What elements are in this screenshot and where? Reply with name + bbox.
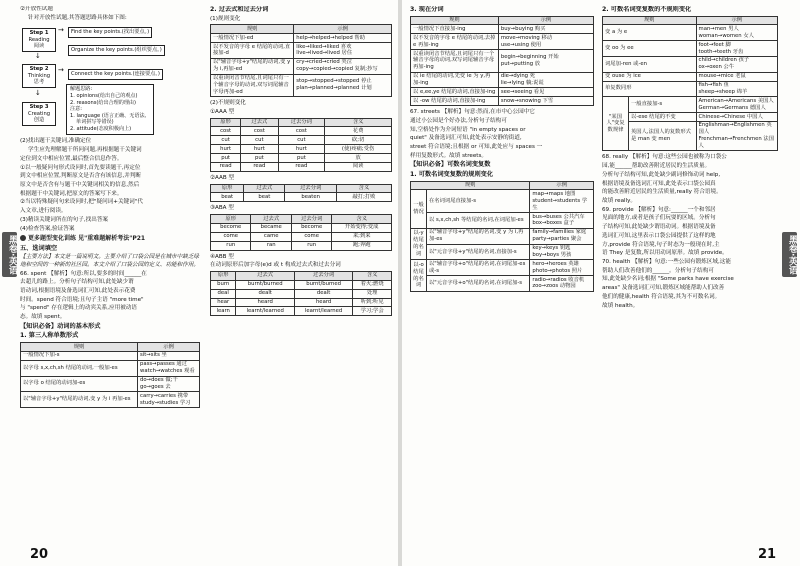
- table-row: 以"辅音字母+y"结尾的动词,变 y 为 i 再加-es carry→carries 携带 study→studies 学习: [21, 392, 200, 408]
- table-row: 一般情况下直接加-ing buy→buying 购买: [411, 25, 594, 34]
- table-row: 变 ouse 为 ice mouse→mice 老鼠: [603, 72, 778, 81]
- right-side-tab: 黑卷·英语: [782, 232, 797, 277]
- past-forms-heading: 2. 过去式和过去分词: [210, 6, 269, 13]
- body-line: (3)精读关键词所在的句子,找出答案: [20, 216, 109, 223]
- aaa-table: 原形 过去式 过去分词 含义 cost cost cost 花费 cut cut cut 砍;切 hurt hurt hurt (使)疼痛;受伤 put put put 放 read read read 阅读: [210, 118, 392, 172]
- aba-table: 原形 过去式 过去分词 含义 become became become 开始变得;变成 come came come 来;到来 run ran run 跑;奔跑: [210, 214, 392, 251]
- item-67-line: quiet" 及备选词汇可知,此处表示安静的街道,: [410, 135, 522, 142]
- item-66-line: 66. spent 【解析】句意:所以,要多的时间______在: [20, 270, 147, 277]
- table-row: 以-y结尾的名词 以"辅音字母+y"结尾的名词,变 y 为 i,再加-es family→families 家庭 party→parties 聚会: [411, 228, 594, 244]
- table-row: 以 e,ee,ye 结尾的动词,直接加-ing see→seeing 看见: [411, 88, 594, 97]
- item-70-line: 帮助人们改善他们的______。分析句子结构可: [602, 267, 714, 274]
- table-row: hear heard heard 听到;听见: [211, 298, 392, 307]
- knowledge-heading: 【知识必备】动词的基本形式: [20, 322, 101, 330]
- item-69-line: 方,provide 符合语境,句子时态为一般现在时,主: [602, 241, 720, 248]
- table-row: 以字母 s,x,ch,sh 结尾的动词,一般加-es pass→passes 通过 watch→watches 观看: [21, 360, 200, 376]
- table-row: 以"元音字母+y"结尾的名词,直接加-s key→keys 钥匙 boy→boys 男孩: [411, 244, 594, 260]
- table-row: 以重读闭音节结尾,且词尾只有一个辅音字母的动词,双写词尾辅音字母再加-ed stop→stopped→stopped 停止 plan→planned→planned 计划: [211, 74, 392, 97]
- bullet-icon: [20, 235, 26, 241]
- item-70-line: 故填 health。: [602, 302, 639, 309]
- main-method-text: 【主要方法】本文是一篇说明文。主要介绍了口袋公园是在城市中缺乏绿地和空间的一种新的社区园。本文介绍了口袋公园的定义、功能和作用。: [20, 254, 200, 268]
- body-line: 定位到文中相应位置,最后整合信息作答。: [20, 155, 123, 162]
- item-69-line: 69. provide 【解析】句意:______一个和邻居: [602, 206, 716, 213]
- item-67-line: street 符合语境;且根据 or 可知,此处应与 spaces 一: [410, 144, 543, 151]
- table-row: 以 -ow 结尾的动词,直接加-ing snow→snowing 下雪: [411, 97, 594, 106]
- table-row: read read read 阅读: [211, 162, 392, 171]
- body-line: 入文章,进行阅读。: [20, 208, 67, 215]
- item-68-line: 园,能______帮助改善附近居民的生活质量。: [602, 163, 711, 170]
- item-68-line: 68. really 【解析】句意:这些公园也被称为口袋公: [602, 154, 727, 161]
- present-participle-table: 规则 示例 一般情况下直接加-ing buy→buying 购买 以不发音的字母 e 结尾的动词,去掉 e 再加-ing move→moving 移动 use→using 使用 以重读闭音节结尾,且词尾只有一个辅音字母的动词,双写词尾辅音字母再加-ing begin→beginning 开始 put→putting 放 以 ie 结尾的动词,先变 ie 为 y,再加-ing die→dying 死 lie→lying 躺;说谎 以 e,ee,ye 结尾的动词,直接加-ing see→seeing 看见 以 -ow 结尾的动词,直接加-ing snow→snowing 下雪: [410, 16, 594, 107]
- item-69-line: 选词汇可知,这里表示口袋公园提供了这样的地: [602, 232, 716, 239]
- table-row: run ran run 跑;奔跑: [211, 241, 392, 250]
- item-68-line: 分析句子结构可知,此处缺少副词修饰动词 help,: [602, 171, 721, 178]
- table-row: become became become 开始变得;变成: [211, 223, 392, 232]
- key-box-2: Organize the key points.(组织要点。): [68, 45, 165, 55]
- table-row: 以"元音字母+o"结尾的名词,在词尾加-s radio→radios 收音机 zoo→zoos 动物园: [411, 276, 594, 292]
- key-box-3: Connect the key points.(连接要点。): [68, 69, 163, 79]
- body-line: ②当以特殊疑问句来设问时,把"疑问词+关键词"代: [20, 199, 143, 206]
- table-row: 以不发音的字母 e 结尾的动词,去掉 e 再加-ing move→moving 移动 use→using 使用: [411, 34, 594, 50]
- aab-label: ②AAB 型: [210, 174, 235, 181]
- right-column-2: [602, 6, 778, 546]
- abb-note: 在动词原形后加字母(e)d 或 t 构成过去式和过去分词: [210, 262, 341, 269]
- body-line: (2)找出题干关键词,准确定位: [20, 138, 92, 145]
- table-row: 英国人,法国人的复数形式是 man 变 men Englishman→Englishmen 英国人 Frenchman→Frenchmen 法国人: [603, 121, 778, 151]
- table-row: 以-o结尾的名词 以"辅音字母+o"结尾的名词,在词尾加-es 或-s hero→heroes 英雄 photo→photos 照片: [411, 260, 594, 276]
- item-69-line: 子结构可知,此处缺少谓语动词。根据语境及备: [602, 224, 716, 231]
- down-arrow-icon: ↓: [35, 89, 41, 98]
- key-box-1: Find the key points.(找出要点。): [68, 27, 152, 37]
- body-line: ①以一般疑问句形式设问时,首先要读题干,再定位: [20, 164, 141, 171]
- item-66-line: 去超儿的路上。分析句子结构可知,此处缺少谓: [20, 279, 134, 286]
- table-row: beat beat beaten 敲打;打败: [211, 193, 392, 202]
- plural-regular-table: 规则 示例 一般情况 在名词词尾直接加-s map→maps 地图 student→students 学生 以 s,x,ch,sh 等结尾的名词,在词尾加-es bus→buses 公共汽车 box→boxes 盒子 以-y结尾的名词 以"辅音字母+y"结尾的名词,变 y 为 i,再加-es family→families 家庭 party→parties 聚会 以"元音字母+y"结尾的名词,直接加-s key→keys 钥匙 boy→boys 男孩 以-o结尾的名词 以"辅音字母+o"结尾的名词,在词尾加-es 或-s hero→heroes 英雄 photo→photos 照片 以"元音字母+o"结尾的名词,在词尾加-s radio→radios 收音机 zoo→zoos 动物园: [410, 181, 594, 292]
- aba-label: ③ABA 型: [210, 205, 234, 212]
- answer-notes-box: 解题思路: 1. opinions(给出自己的观点) 2. reasons(给出合理的理由) 注意: 1. language (语言正确、无语法、 单词拼写等错误) 2. attitude(态度积极向上): [66, 84, 154, 134]
- table-row: cut cut cut 砍;切: [211, 136, 392, 145]
- item-67-line: 67. streets 【解析】句意:然而,在市中心公园中它: [410, 109, 535, 116]
- body-line: 根据题干中关键词,把原文的答案写下来。: [20, 190, 123, 197]
- answer-flow-diagram: [20, 24, 200, 132]
- irregular-plural-table: 规则 示例 变 a 为 e man→men 男人 woman→women 女人 变 oo 为 ee foot→feet 脚 tooth→teeth 牙齿 词尾加-ren 或-en child→children 孩子 ox→oxen 公牛 变 ouse 为 ice mouse→mice 老鼠 单复数同形 fish→fish 鱼 sheep→sheep 绵羊 "某国人"变复数规律 一般直接加-s American→Americans 美国人 German→Germans 德国人 以-ese 结尾的不变 Chinese→Chinese 中国人 英国人,法国人的复数形式是 man 变 men Englishman→Englishmen 英国人 Frenchman→Frenchmen 法国人: [602, 16, 778, 152]
- table-row: burn burnt/burned burnt/burned 着火;燃烧: [211, 280, 392, 289]
- page-number-left: 20: [30, 547, 49, 562]
- body-line: (4)检查答案,验证答案: [20, 225, 75, 232]
- table-row: 以 s,x,ch,sh 等结尾的名词,在词尾加-es bus→buses 公共汽车 box→boxes 盒子: [411, 213, 594, 229]
- knowledge-heading: 【知识必备】可数名词变复数: [410, 161, 491, 169]
- table-row: 以字母 o 结尾的动词加-es do→does 做;干 go→goes 去: [21, 376, 200, 392]
- item-68-line: 故填 really。: [602, 198, 637, 205]
- table-row: 词尾加-ren 或-en child→children 孩子 ox→oxen 公牛: [603, 56, 778, 72]
- item-66-line: 与 "spend" 存在逻辑上的动宾关系,应用被动语: [20, 305, 137, 312]
- opening-line-1: ②开放性试题: [20, 6, 53, 12]
- item-66-line: 态。故填 spent。: [20, 314, 66, 321]
- table-header: 规则: [21, 343, 138, 352]
- item-67-line: 通过小公园是个好办法,分析句子结构可: [410, 117, 507, 124]
- item-70-line: areas" 及备选词汇可知,锻炼区域能帮助人们改善: [602, 285, 725, 292]
- third-person-title: 1. 第三人称单数形式: [20, 332, 79, 340]
- table-row: cost cost cost 花费: [211, 127, 392, 136]
- table-header: 示例: [138, 343, 200, 352]
- table-row: deal dealt dealt 处理: [211, 289, 392, 298]
- table-row: put put put 放: [211, 154, 392, 163]
- abb-table: 原形 过去式 过去分词 含义 burn burnt/burned burnt/burned 着火;燃烧 deal dealt dealt 处理 hear heard heard 听到;听见 learn learnt/learned learnt/learned 学习;学会: [210, 271, 392, 316]
- item-70-line: 70. health 【解析】句意:一些公园有锻炼区域,这能: [602, 259, 731, 266]
- left-column-2: [210, 6, 392, 558]
- item-68-line: 的能改善附近居民的生活质量,really 符合语境。: [602, 189, 722, 196]
- table-row: 一般情况 在名词词尾直接加-s map→maps 地图 student→students 学生: [411, 190, 594, 213]
- right-arrow-icon: →: [58, 26, 64, 35]
- left-page: [0, 0, 398, 566]
- step-2-box: Step 2 Thinking 思考: [22, 64, 56, 88]
- table-row: 变 a 为 e man→men 男人 woman→women 女人: [603, 25, 778, 41]
- aab-table: 原形 过去式 过去分词 含义 beat beat beaten 敲打;打败: [210, 184, 392, 203]
- item-67-line: 样用复数形式。故填 streets。: [410, 152, 487, 159]
- body-line: 到文中相应位置,判断原文是否含有该信息,并判断: [20, 173, 142, 180]
- table-row: 单复数同形 fish→fish 鱼 sheep→sheep 绵羊: [603, 81, 778, 97]
- third-person-table: [20, 342, 200, 408]
- more-practice-link[interactable]: 更多题型变化训练 见"重难题解析考法"P21: [20, 235, 200, 243]
- table-row: 变 oo 为 ee foot→feet 脚 tooth→teeth 牙齿: [603, 41, 778, 57]
- table-row: "某国人"变复数规律 一般直接加-s American→Americans 美国人 German→Germans 德国人: [603, 97, 778, 113]
- table-row: 以不发音的字母 e 结尾的动词,直接加-d like→liked→liked 喜欢 live→lived→lived 居住: [211, 43, 392, 59]
- left-side-tab: 黑卷·英语: [2, 232, 17, 277]
- table-row: learn learnt/learned learnt/learned 学习;学会: [211, 307, 392, 316]
- table-row: 以"辅音字母+y"结尾的动词,变 y 为 i,再加-ed cry→cried→cried 哭泣 copy→copied→copied 复制;抄写: [211, 58, 392, 74]
- item-67-line: 知,空格处作为介词短语 "in empty spaces or: [410, 126, 526, 133]
- item-70-line: 他们的健康,health 符合语境,其为不可数名词。: [602, 293, 721, 300]
- right-page: [402, 0, 800, 566]
- right-arrow-icon: →: [58, 66, 64, 75]
- opening-line-2: 针对开放性试题,其答题思路具体如下图:: [28, 14, 127, 21]
- step-3-box: Step 3 Creating 创造: [22, 102, 56, 126]
- down-arrow-icon: ↓: [35, 52, 41, 61]
- item-66-line: 时间。spend 符合语境;且句子主语 "more time": [20, 296, 144, 303]
- item-69-line: 见面的地方,或者是孩子们玩耍的区域。分析句: [602, 215, 716, 222]
- page-number-right: 21: [758, 547, 777, 562]
- right-column-1: [410, 6, 594, 558]
- item-68-line: 根据语境及备选词汇可知,此处表示口袋公园真: [602, 180, 716, 187]
- regular-past-table: 规则 示例 一般情况下加-ed help→helped→helped 帮助 以不发音的字母 e 结尾的动词,直接加-d like→liked→liked 喜欢 live→lived→lived 居住 以"辅音字母+y"结尾的动词,变 y 为 i,再加-ed cry→cried→cried 哭泣 copy→copied→copied 复制;抄写 以重读闭音节结尾,且词尾只有一个辅音字母的动词,双写词尾辅音字母再加-ed stop→stopped→stopped 停止 plan→planned→planned 计划: [210, 24, 392, 97]
- abb-label: ④ABB 型: [210, 253, 234, 260]
- body-line: 原文中是否含有与题干中关键词相关的信息,然后: [20, 182, 140, 189]
- present-participle-heading: 3. 现在分词: [410, 6, 444, 13]
- table-row: come came come 来;到来: [211, 232, 392, 241]
- aaa-label: ①AAA 型: [210, 108, 235, 115]
- irregular-plural-heading: 2. 可数名词变复数的不规则变化: [602, 6, 692, 13]
- section-title: 五、选词填空: [20, 244, 58, 252]
- item-66-line: 语动词,根据语境及备选词汇可知,此处表示花费: [20, 288, 136, 295]
- item-70-line: 知,此处缺少名词;根据 "Some parks have exercise: [602, 276, 734, 283]
- table-row: 一般情况下加-s sit→sits 坐: [21, 351, 200, 360]
- irregular-subheading: (2)不规则变化: [210, 100, 246, 107]
- table-row: hurt hurt hurt (使)疼痛;受伤: [211, 145, 392, 154]
- left-column-1: [20, 6, 200, 546]
- table-row: 以重读闭音节结尾,且词尾只有一个辅音字母的动词,双写词尾辅音字母再加-ing begin→beginning 开始 put→putting 放: [411, 50, 594, 73]
- body-line: 学生应先理解题干所问问题,再根据题干关键词: [28, 147, 142, 154]
- step-1-box: Step 1 Reading 阅读: [22, 28, 56, 52]
- table-row: 以-ese 结尾的不变 Chinese→Chinese 中国人: [603, 113, 778, 122]
- table-row: 以 ie 结尾的动词,先变 ie 为 y,再加-ing die→dying 死 lie→lying 躺;说谎: [411, 72, 594, 88]
- regular-subheading: (1)规则变化: [210, 15, 241, 22]
- item-69-line: 语 They 是复数,所以用动词原形。故填 provide。: [602, 250, 728, 257]
- table-row: 一般情况下加-ed help→helped→helped 帮助: [211, 34, 392, 43]
- plural-rule-title: 1. 可数名词变复数的规则变化: [410, 171, 494, 179]
